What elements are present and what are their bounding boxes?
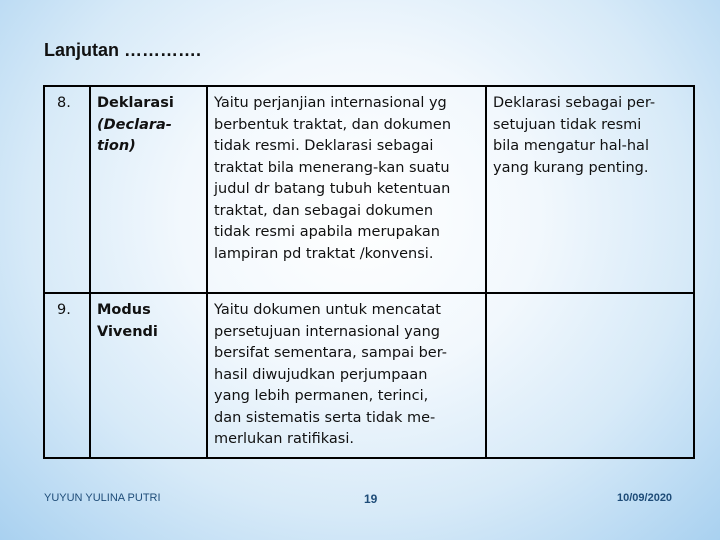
note-cell (486, 293, 694, 458)
term-text: Deklarasi (97, 95, 174, 111)
term-text: (Declara- (97, 116, 172, 133)
footer-date: 10/09/2020 (617, 492, 673, 504)
footer-page-number: 19 (364, 492, 378, 506)
term-text: Modus (97, 302, 151, 318)
row-number: 9. (44, 293, 90, 458)
row-number: 8. (44, 86, 90, 293)
description-cell: Yaitu perjanjian internasional yg berbentuk traktat, dan dokumen tidak resmi. Deklarasi sebagai traktat bila menerang-kan suatu judul dr batang tubuh ketentuan traktat, dan sebagai dokumen tidak resmi apabila merupakan lampiran pd traktat /konvensi. (207, 86, 486, 293)
table-row (44, 86, 694, 293)
table-row (44, 293, 694, 458)
term-text: Vivendi (97, 323, 158, 340)
term-cell (90, 293, 207, 458)
note-cell: Deklarasi sebagai per- setujuan tidak resmi bila mengatur hal-hal yang kurang penting. (486, 86, 694, 293)
term-text: tion) (97, 138, 136, 154)
page-title: Lanjutan …………. (44, 40, 201, 60)
definitions-table (43, 85, 695, 459)
description-cell: Yaitu dokumen untuk mencatat persetujuan internasional yang bersifat sementara, sampai ber- hasil diwujudkan perjumpaan yang lebih permanen, terinci, dan sistematis serta tidak me- merlukan ratifikasi. (207, 293, 486, 458)
term-cell (90, 86, 207, 293)
footer-author: YUYUN YULINA PUTRI (44, 492, 161, 504)
